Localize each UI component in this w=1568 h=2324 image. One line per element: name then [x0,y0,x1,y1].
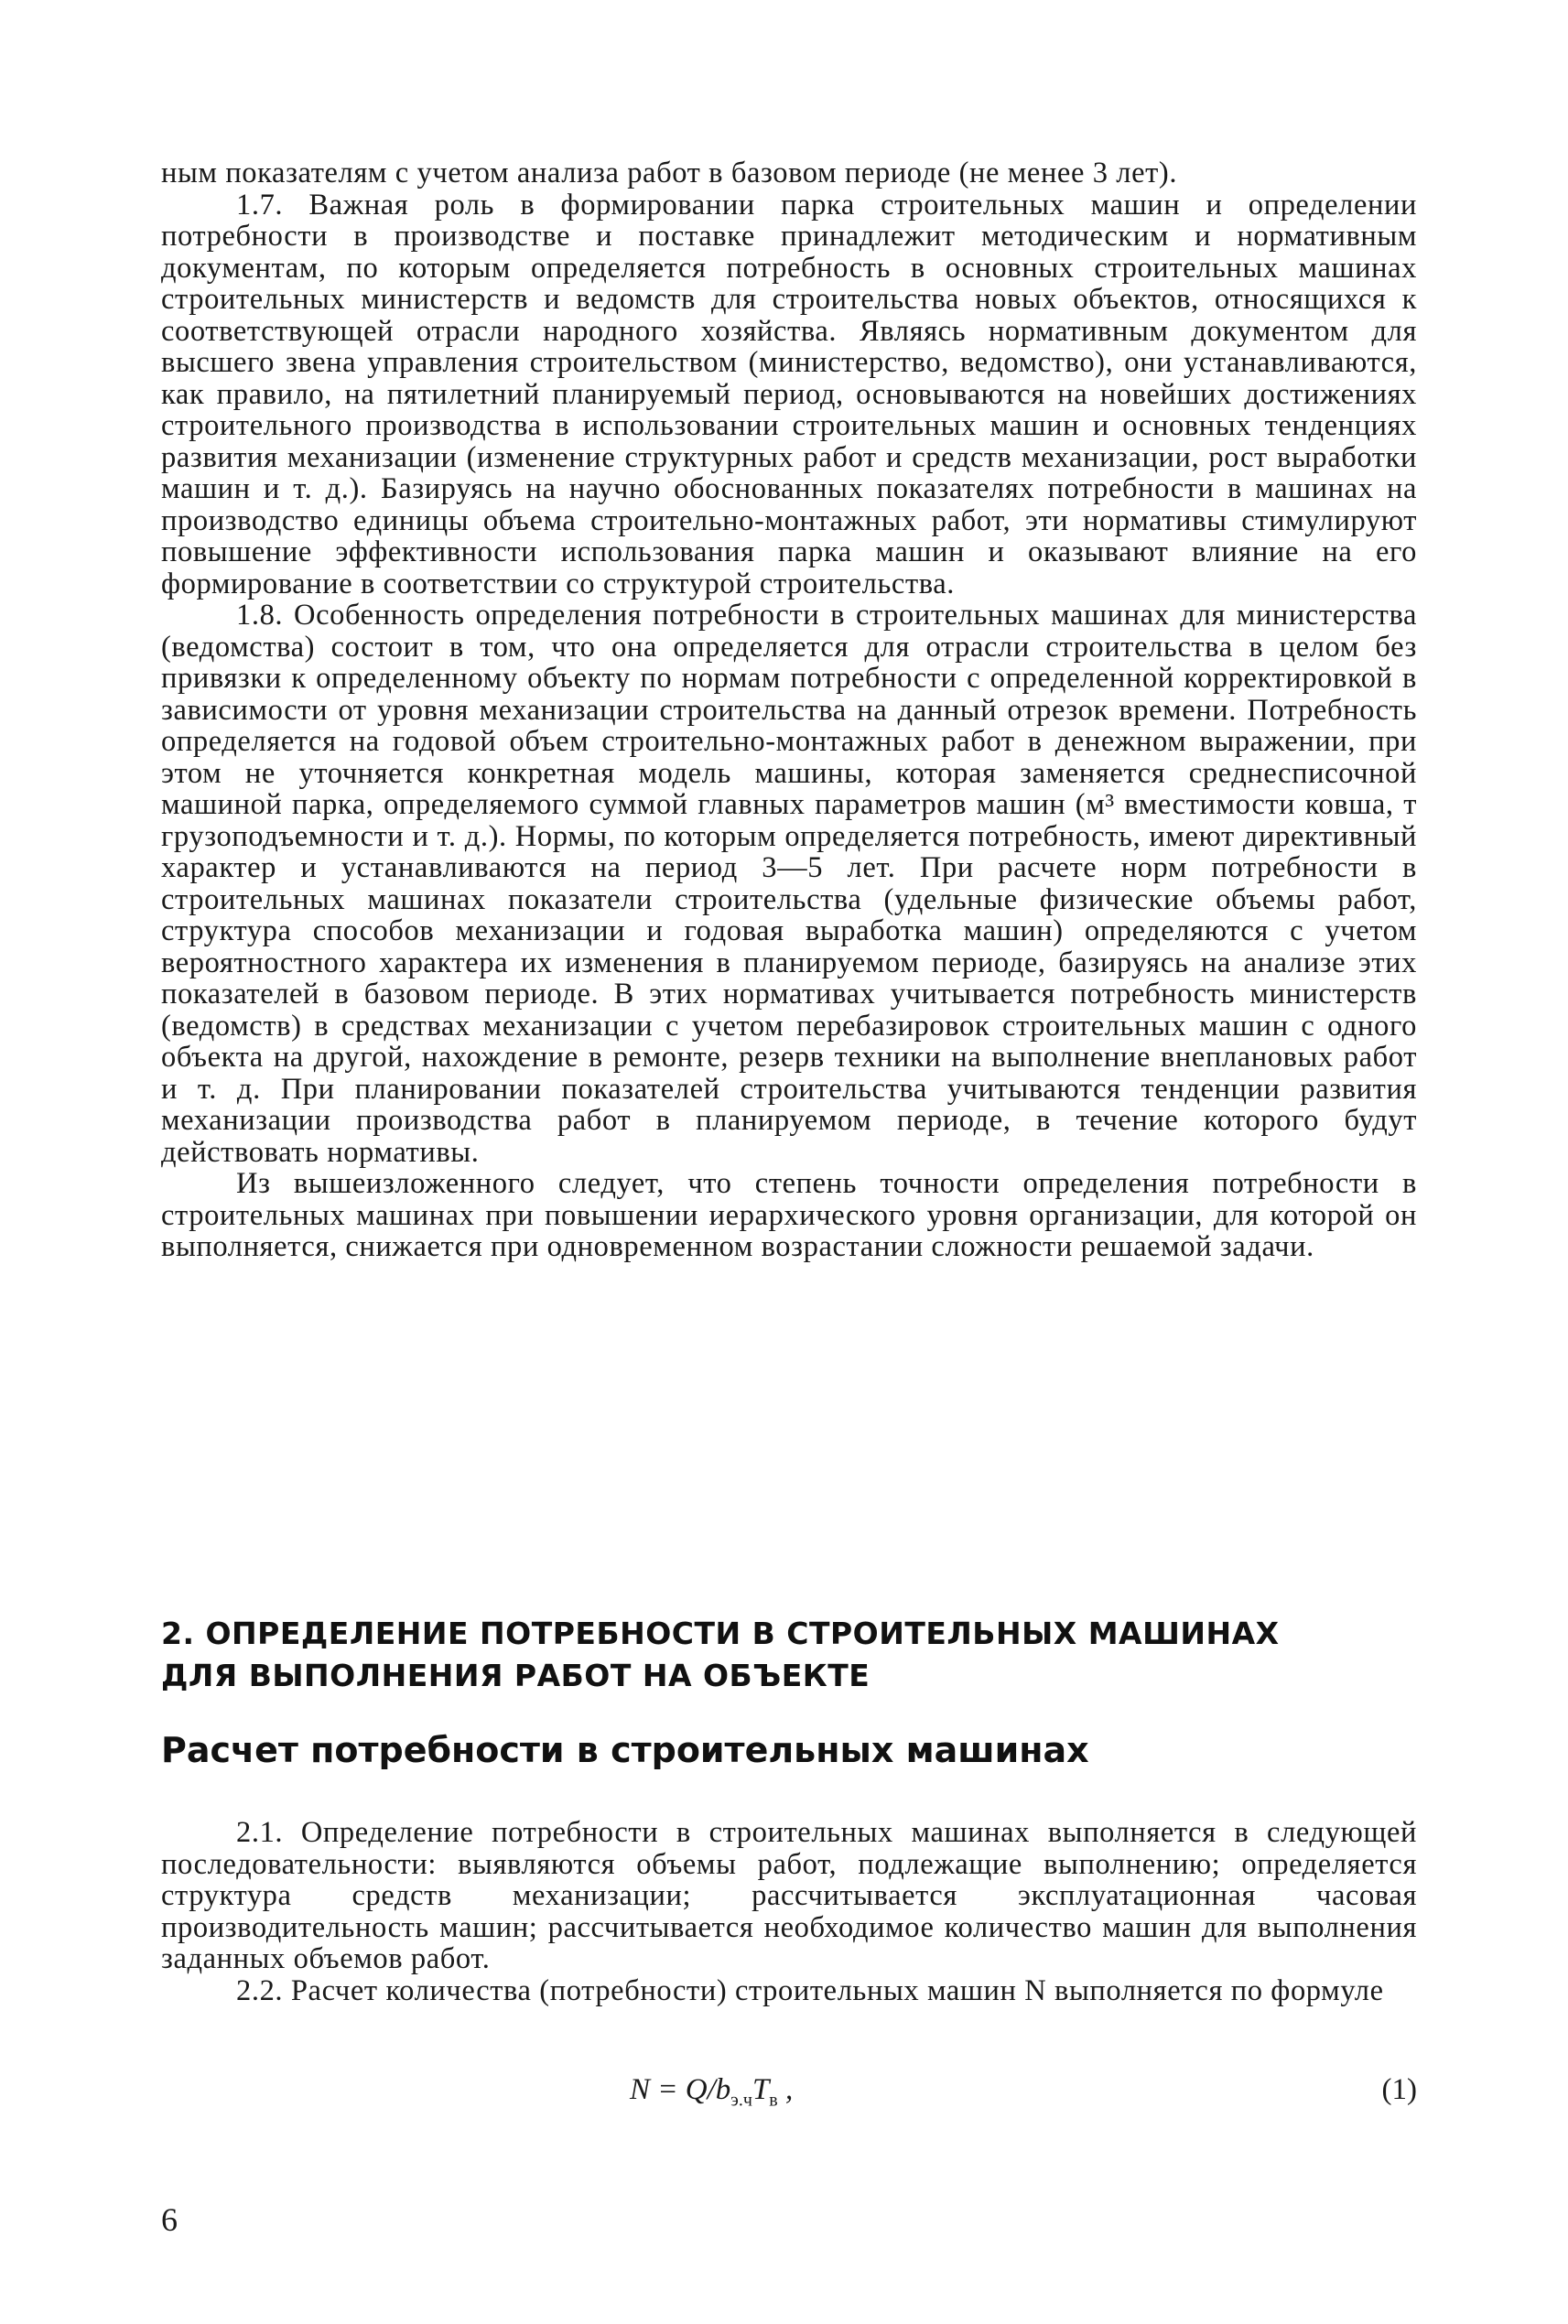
formula-subscript-2: в [769,2090,778,2111]
formula-row [161,2073,1417,2113]
section-title: Расчет потребности в строительных машинах [161,1730,1089,1770]
bottom-text-block [161,1817,1417,2006]
paragraph-2-1: 2.1. Определение потребности в строительных машинах выполняется в следующей последовательности: выявляются объемы работ, подлежащие выполнению; определяется структура средств механизации; рассчитывается эксплуатационная часовая производительность машин; рассчитывается необходимое количество машин для выполнения заданных объемов работ. [161,1816,1417,1975]
chapter-title-line-1: 2. ОПРЕДЕЛЕНИЕ ПОТРЕБНОСТИ В СТРОИТЕЛЬНЫХ МАШИНАХ [161,1616,1280,1651]
paragraph-2-2: 2.2. Расчет количества (потребности) строительных машин N выполняется по формуле [236,1973,1384,2007]
chapter-title [161,1613,1417,1697]
paragraph-1-7: 1.7. Важная роль в формировании парка строительных машин и определении потребности в производстве и поставке принадлежит методическим и нормативным документам, по которым определяется потребность в основных строительных машинах строительных министерств и ведомств для строительства новых объектов, относящихся к соответствующей отрасли народного хозяйства. Являясь нормативным документом для высшего звена управления строительством (министерство, ведомство), они устанавливаются, как правило, на пятилетний планируемый период, основываются на новейших достижениях строительного производства в использовании строительных машин и основных тенденциях развития механизации (изменение структурных работ и средств механизации, рост выработки машин и т. д.). Базируясь на научно обоснованных показателях потребности в машинах на производство единицы объема строительно-монтажных работ, эти нормативы стимулируют повышение эффективности использования парка машин и оказывают влияние на его формирование в соответствии со структурой строительства. [161,188,1417,600]
paragraph-continuation: ным показателям с учетом анализа работ в базовом периоде (не менее 3 лет). [161,157,1178,189]
paragraph-1-8: 1.8. Особенность определения потребности в строительных машинах для министерства (ведомства) состоит в том, что она определяется для отрасли строительства в целом без привязки к определенному объекту по нормам потребности с определенной корректировкой в зависимости от уровня механизации строительства на данный отрезок времени. Потребность определяется на годовой объем строительно-монтажных работ в денежном выражении, при этом не уточняется конкретная модель машины, которая заменяется среднесписочной машиной парка, определяемого суммой главных параметров машин (м³ вместимости ковша, т грузоподъемности и т. д.). Нормы, по которым определяется потребность, имеют директивный характер и устанавливаются на период 3—5 лет. При расчете норм потребности в строительных машинах показатели строительства (удельные физические объемы работ, структура способов механизации и годовая выработка машин) определяются с учетом вероятностного характера их изменения в планируемом периоде, базируясь на анализе этих показателей в базовом периоде. В этих нормативах учитывается потребность министерств (ведомств) в средствах механизации с учетом перебазировок строительных машин с одного объекта на другой, нахождение в ремонте, резерв техники на выполнение внеплановых работ и т. д. При планировании показателей строительства учитываются тенденции развития механизации производства работ в планируемом периоде, в течение которого будут действовать нормативы. [161,599,1417,1169]
formula-mid: T [752,2073,770,2106]
top-text-block [161,157,1417,1263]
chapter-title-line-2: ДЛЯ ВЫПОЛНЕНИЯ РАБОТ НА ОБЪЕКТЕ [161,1658,871,1693]
formula-lhs: N = Q/b [630,2073,731,2106]
formula-tail: , [777,2073,794,2106]
paragraph-conclusion: Из вышеизложенного следует, что степень точности определения потребности в строительных машинах при повышении иерархического уровня организации, для которой он выполняется, снижается при одновременном возрастании сложности решаемой задачи. [161,1167,1417,1263]
formula-subscript-1: э.ч [730,2090,752,2111]
formula-number: (1) [1381,2073,1417,2106]
page-number: 6 [161,2201,178,2238]
formula [630,2073,793,2112]
